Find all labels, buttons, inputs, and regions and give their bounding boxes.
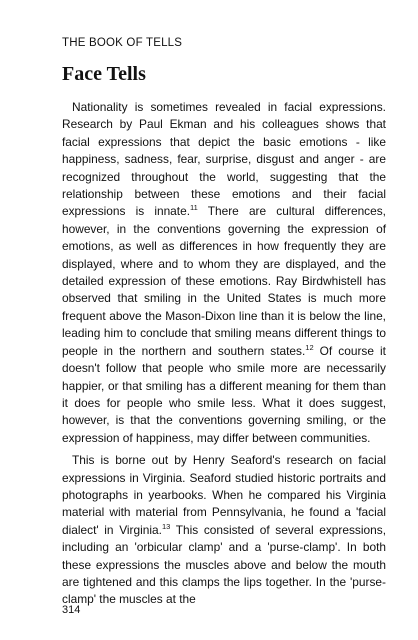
footnote-ref-12: 12 — [305, 342, 314, 352]
paragraph-2-text-b: This consisted of several expressions, including an 'orbicular clamp' and a 'purse-clamp'. In both these expressions the muscles above and below the mouth are tightened and this clamps the lips together. In the 'purse-clamp' the muscles at the — [62, 522, 386, 607]
paragraph-1 — [62, 99, 386, 447]
paragraph-1-text-b: There are cultural differences, however, in the conventions governing the expression of emotions, as well as differences in how frequently they are displayed, where and to whom they are displayed, and the detailed expression of these emotions. Ray Birdwhistell has observed that smiling in the United States is much more frequent above the Mason-Dixon line than it is below the line, leading him to conclude that smiling means different things to people in the northern and southern states. — [62, 204, 386, 358]
page-number: 314 — [62, 604, 81, 616]
paragraph-1-text-a: Nationality is sometimes revealed in facial expressions. Research by Paul Ekman and his colleagues shows that facial expressions that depict the basic emotions - like happiness, sadness, fear, surprise, disgust and anger - are recognized throughout the world, suggesting that the relationship between these emotions and their facial expressions is innate. — [62, 100, 386, 219]
paragraph-1-text-c: Of course it doesn't follow that people who smile more are necessarily happier, or that smiling has a different meaning for them than it does for people who smile less. What it does suggest, however, is that the conventions governing smiling, or the expression of happiness, may differ between communities. — [62, 343, 386, 445]
footnote-ref-11: 11 — [190, 203, 198, 213]
paragraph-2 — [62, 452, 386, 609]
running-head: THE BOOK OF TELLS — [62, 37, 183, 49]
footnote-ref-13: 13 — [161, 521, 171, 531]
body-text — [62, 99, 386, 614]
section-title: Face Tells — [62, 63, 146, 85]
paragraph-2-text-a: This is borne out by Henry Seaford's research on facial expressions in Virginia. Seaford studied historic portraits and photographs in yearbooks. When he compared his Virginia material with material from Pennsylvania, he found a 'facial dialect' in Virginia. — [62, 453, 386, 537]
